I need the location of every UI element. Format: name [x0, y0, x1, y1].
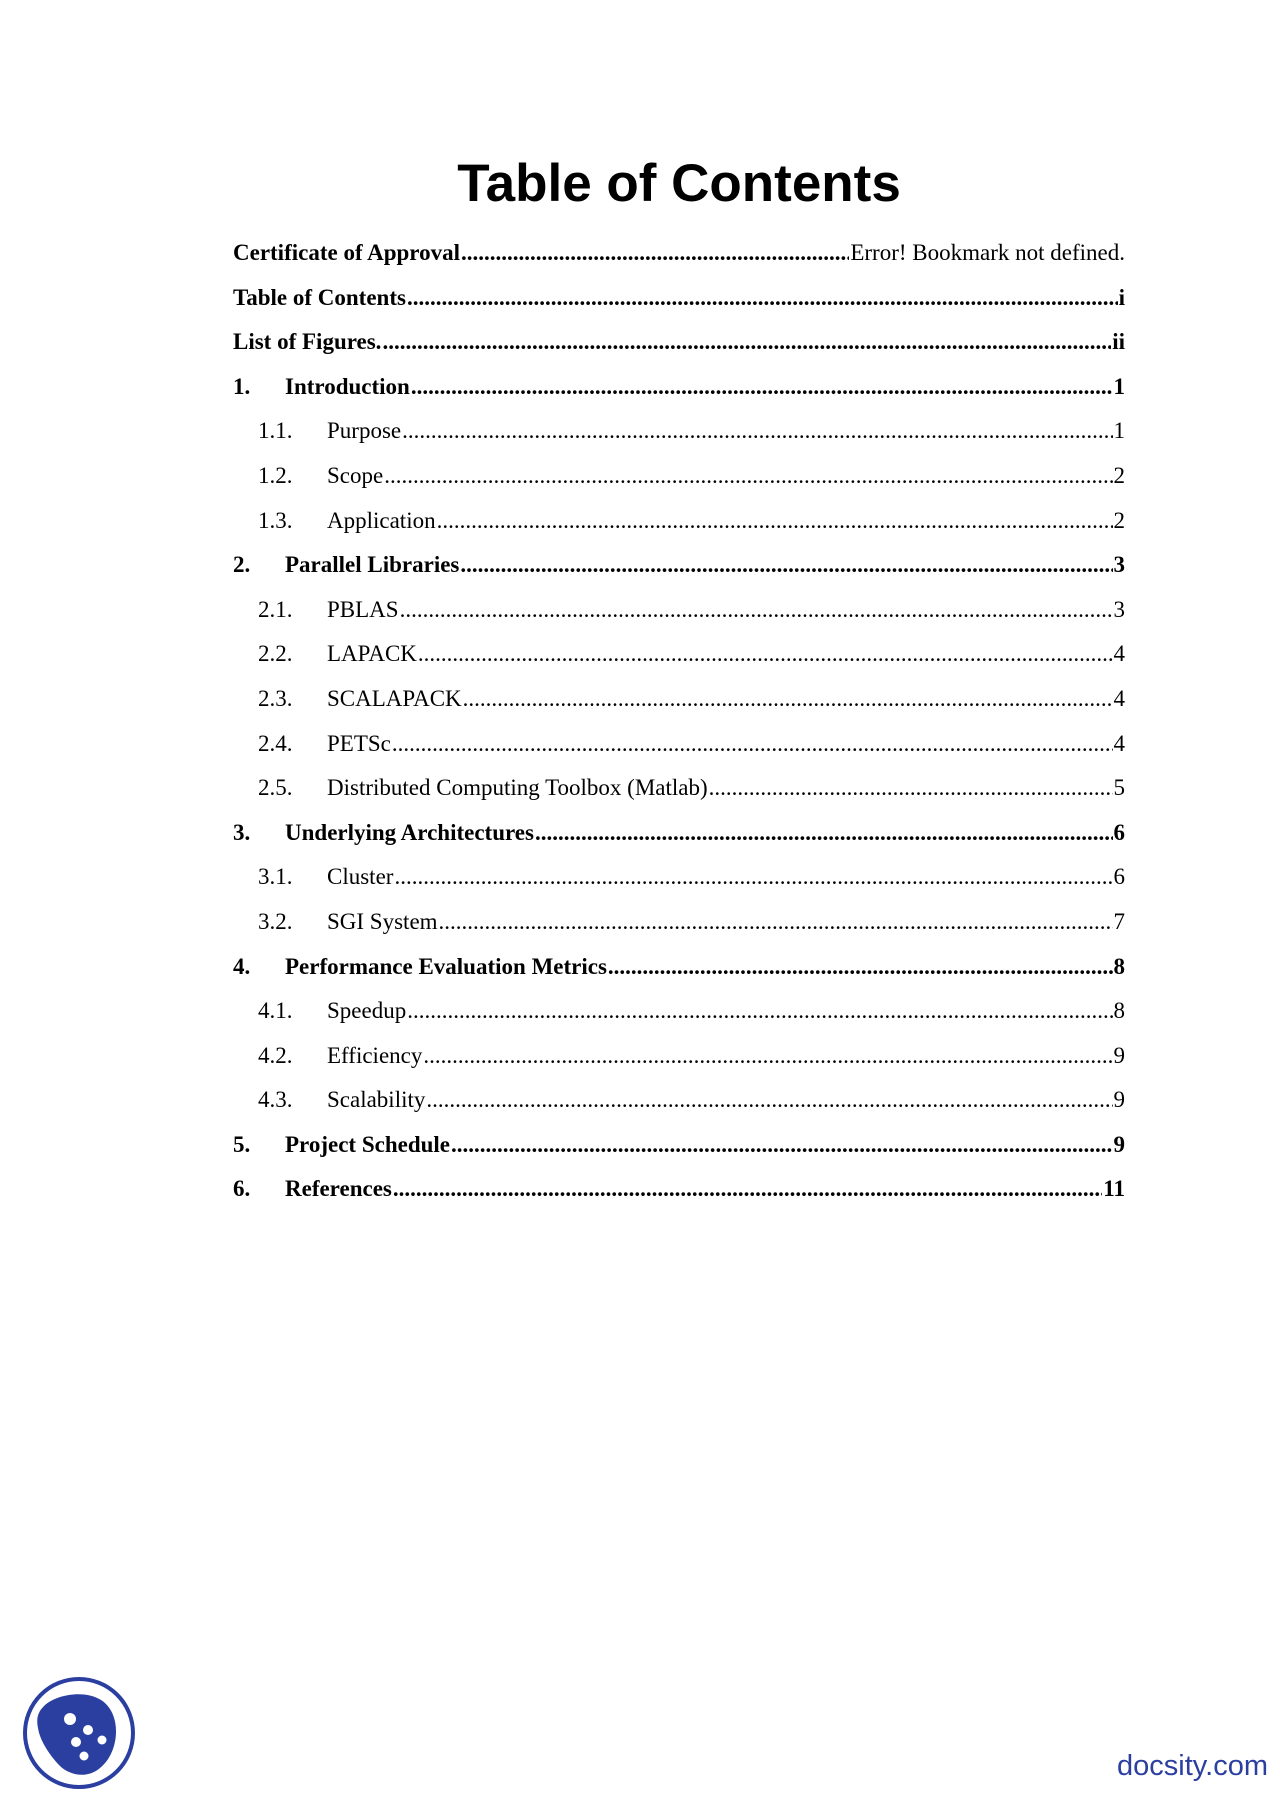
toc-subsection-label: PETSc: [327, 730, 391, 756]
toc-section-page: 1: [1113, 373, 1125, 399]
dot-leader: [407, 283, 1118, 313]
toc-subsection-number: 2.4.: [258, 730, 293, 756]
dot-leader: [608, 952, 1113, 982]
toc-subsection-page: 5: [1113, 775, 1125, 801]
toc-section-introduction[interactable]: [233, 372, 1125, 417]
toc-subsection-page: 4: [1113, 730, 1125, 756]
dot-leader: [382, 327, 1111, 357]
toc-subsection-label: Application: [327, 507, 436, 533]
toc-subsection-number: 3.2.: [258, 908, 293, 934]
dot-leader: [384, 461, 1112, 491]
toc-subsection-number: 2.2.: [258, 641, 293, 667]
docsity-logo-icon[interactable]: [22, 1676, 136, 1790]
toc-entry-label: List of Figures.: [233, 329, 382, 355]
toc-subsection-cluster[interactable]: [233, 862, 1125, 907]
toc-subsection-page: 8: [1113, 998, 1125, 1024]
toc-subsection-petsc[interactable]: [233, 729, 1125, 774]
toc-subsection-number: 1.3.: [258, 507, 293, 533]
toc-entry-list-of-figures[interactable]: [233, 327, 1125, 372]
toc-subsection-page: 3: [1113, 596, 1125, 622]
toc-subsection-number: 1.1.: [258, 418, 293, 444]
toc-subsection-label: SGI System: [327, 908, 438, 934]
toc-section-page: 9: [1113, 1131, 1125, 1157]
toc-subsection-number: 4.1.: [258, 998, 293, 1024]
dot-leader: [426, 1085, 1112, 1115]
toc-section-number: 2.: [233, 552, 251, 578]
docsity-brand-text[interactable]: docsity.com: [1117, 1750, 1268, 1782]
dot-leader: [437, 506, 1113, 536]
dot-leader: [460, 550, 1112, 580]
toc-section-label: References: [285, 1176, 392, 1202]
toc-subsection-sgi-system[interactable]: [233, 907, 1125, 952]
toc-section-parallel-libraries[interactable]: [233, 550, 1125, 595]
toc-subsection-number: 2.5.: [258, 775, 293, 801]
toc-section-references[interactable]: [233, 1174, 1125, 1219]
toc-subsection-page: 4: [1113, 641, 1125, 667]
dot-leader: [423, 1041, 1112, 1071]
toc-subsection-label: Scope: [327, 462, 384, 488]
toc-subsection-label: LAPACK: [327, 641, 417, 667]
toc-subsection-label: PBLAS: [327, 596, 399, 622]
toc-subsection-scalability[interactable]: [233, 1085, 1125, 1130]
toc-entry-certificate-of-approval[interactable]: [233, 238, 1125, 283]
dot-leader: [402, 416, 1112, 446]
toc-section-performance-evaluation-metrics[interactable]: [233, 952, 1125, 997]
table-of-contents: [233, 238, 1125, 1219]
toc-section-label: Parallel Libraries: [285, 552, 460, 578]
toc-subsection-page: 1: [1113, 418, 1125, 444]
toc-subsection-pblas[interactable]: [233, 595, 1125, 640]
toc-section-number: 5.: [233, 1131, 251, 1157]
toc-subsection-lapack[interactable]: [233, 639, 1125, 684]
toc-subsection-scope[interactable]: [233, 461, 1125, 506]
toc-subsection-speedup[interactable]: [233, 996, 1125, 1041]
toc-section-project-schedule[interactable]: [233, 1130, 1125, 1175]
dot-leader: [535, 818, 1113, 848]
toc-subsection-number: 4.2.: [258, 1042, 293, 1068]
dot-leader: [461, 238, 849, 268]
toc-entry-page: Error! Bookmark not defined.: [850, 240, 1125, 265]
toc-entry-table-of-contents[interactable]: [233, 283, 1125, 328]
toc-section-number: 4.: [233, 953, 251, 979]
page-title: Table of Contents: [457, 154, 901, 213]
toc-subsection-page: 9: [1113, 1087, 1125, 1113]
toc-subsection-page: 7: [1113, 908, 1125, 934]
toc-subsection-label: Cluster: [327, 864, 394, 890]
dot-leader: [451, 1130, 1112, 1160]
toc-subsection-label: Efficiency: [327, 1042, 423, 1068]
toc-subsection-page: 2: [1113, 507, 1125, 533]
toc-subsection-label: Scalability: [327, 1087, 426, 1113]
dot-leader: [709, 773, 1113, 803]
dot-leader: [393, 1174, 1102, 1204]
toc-subsection-label: Distributed Computing Toolbox (Matlab): [327, 775, 708, 801]
toc-section-label: Project Schedule: [285, 1131, 451, 1157]
toc-section-label: Underlying Architectures: [285, 819, 534, 845]
dot-leader: [400, 595, 1113, 625]
dot-leader: [411, 372, 1113, 402]
toc-section-page: 6: [1113, 819, 1125, 845]
dot-leader: [394, 862, 1112, 892]
toc-section-number: 1.: [233, 373, 251, 399]
toc-subsection-efficiency[interactable]: [233, 1041, 1125, 1086]
toc-subsection-page: 4: [1113, 685, 1125, 711]
toc-subsection-page: 9: [1113, 1042, 1125, 1068]
dot-leader: [463, 684, 1113, 714]
toc-subsection-page: 2: [1113, 462, 1125, 488]
toc-entry-label: Table of Contents: [233, 284, 406, 310]
toc-subsection-page: 6: [1113, 864, 1125, 890]
toc-section-page: 3: [1113, 552, 1125, 578]
toc-section-number: 6.: [233, 1176, 251, 1202]
toc-section-page: 11: [1103, 1176, 1125, 1202]
dot-leader: [392, 729, 1113, 759]
toc-section-page: 8: [1113, 953, 1125, 979]
dot-leader: [418, 639, 1113, 669]
toc-subsection-number: 2.1.: [258, 596, 293, 622]
toc-subsection-label: SCALAPACK: [327, 685, 462, 711]
docsity-logo-graphic: [22, 1676, 136, 1790]
dot-leader: [439, 907, 1113, 937]
toc-section-underlying-architectures[interactable]: [233, 818, 1125, 863]
toc-subsection-application[interactable]: [233, 506, 1125, 551]
toc-subsection-scalapack[interactable]: [233, 684, 1125, 729]
toc-section-label: Performance Evaluation Metrics: [285, 953, 607, 979]
dot-leader: [407, 996, 1112, 1026]
toc-subsection-number: 2.3.: [258, 685, 293, 711]
toc-subsection-distributed-computing-toolbox[interactable]: [233, 773, 1125, 818]
toc-subsection-label: Speedup: [327, 998, 407, 1024]
toc-subsection-purpose[interactable]: [233, 416, 1125, 461]
toc-entry-label: Certificate of Approval: [233, 240, 460, 265]
toc-subsection-label: Purpose: [327, 418, 402, 444]
toc-entry-page: i: [1118, 284, 1125, 310]
toc-subsection-number: 3.1.: [258, 864, 293, 890]
toc-subsection-number: 4.3.: [258, 1087, 293, 1113]
toc-entry-page: ii: [1112, 329, 1125, 355]
toc-section-number: 3.: [233, 819, 251, 845]
toc-subsection-number: 1.2.: [258, 462, 293, 488]
toc-section-label: Introduction: [285, 373, 410, 399]
